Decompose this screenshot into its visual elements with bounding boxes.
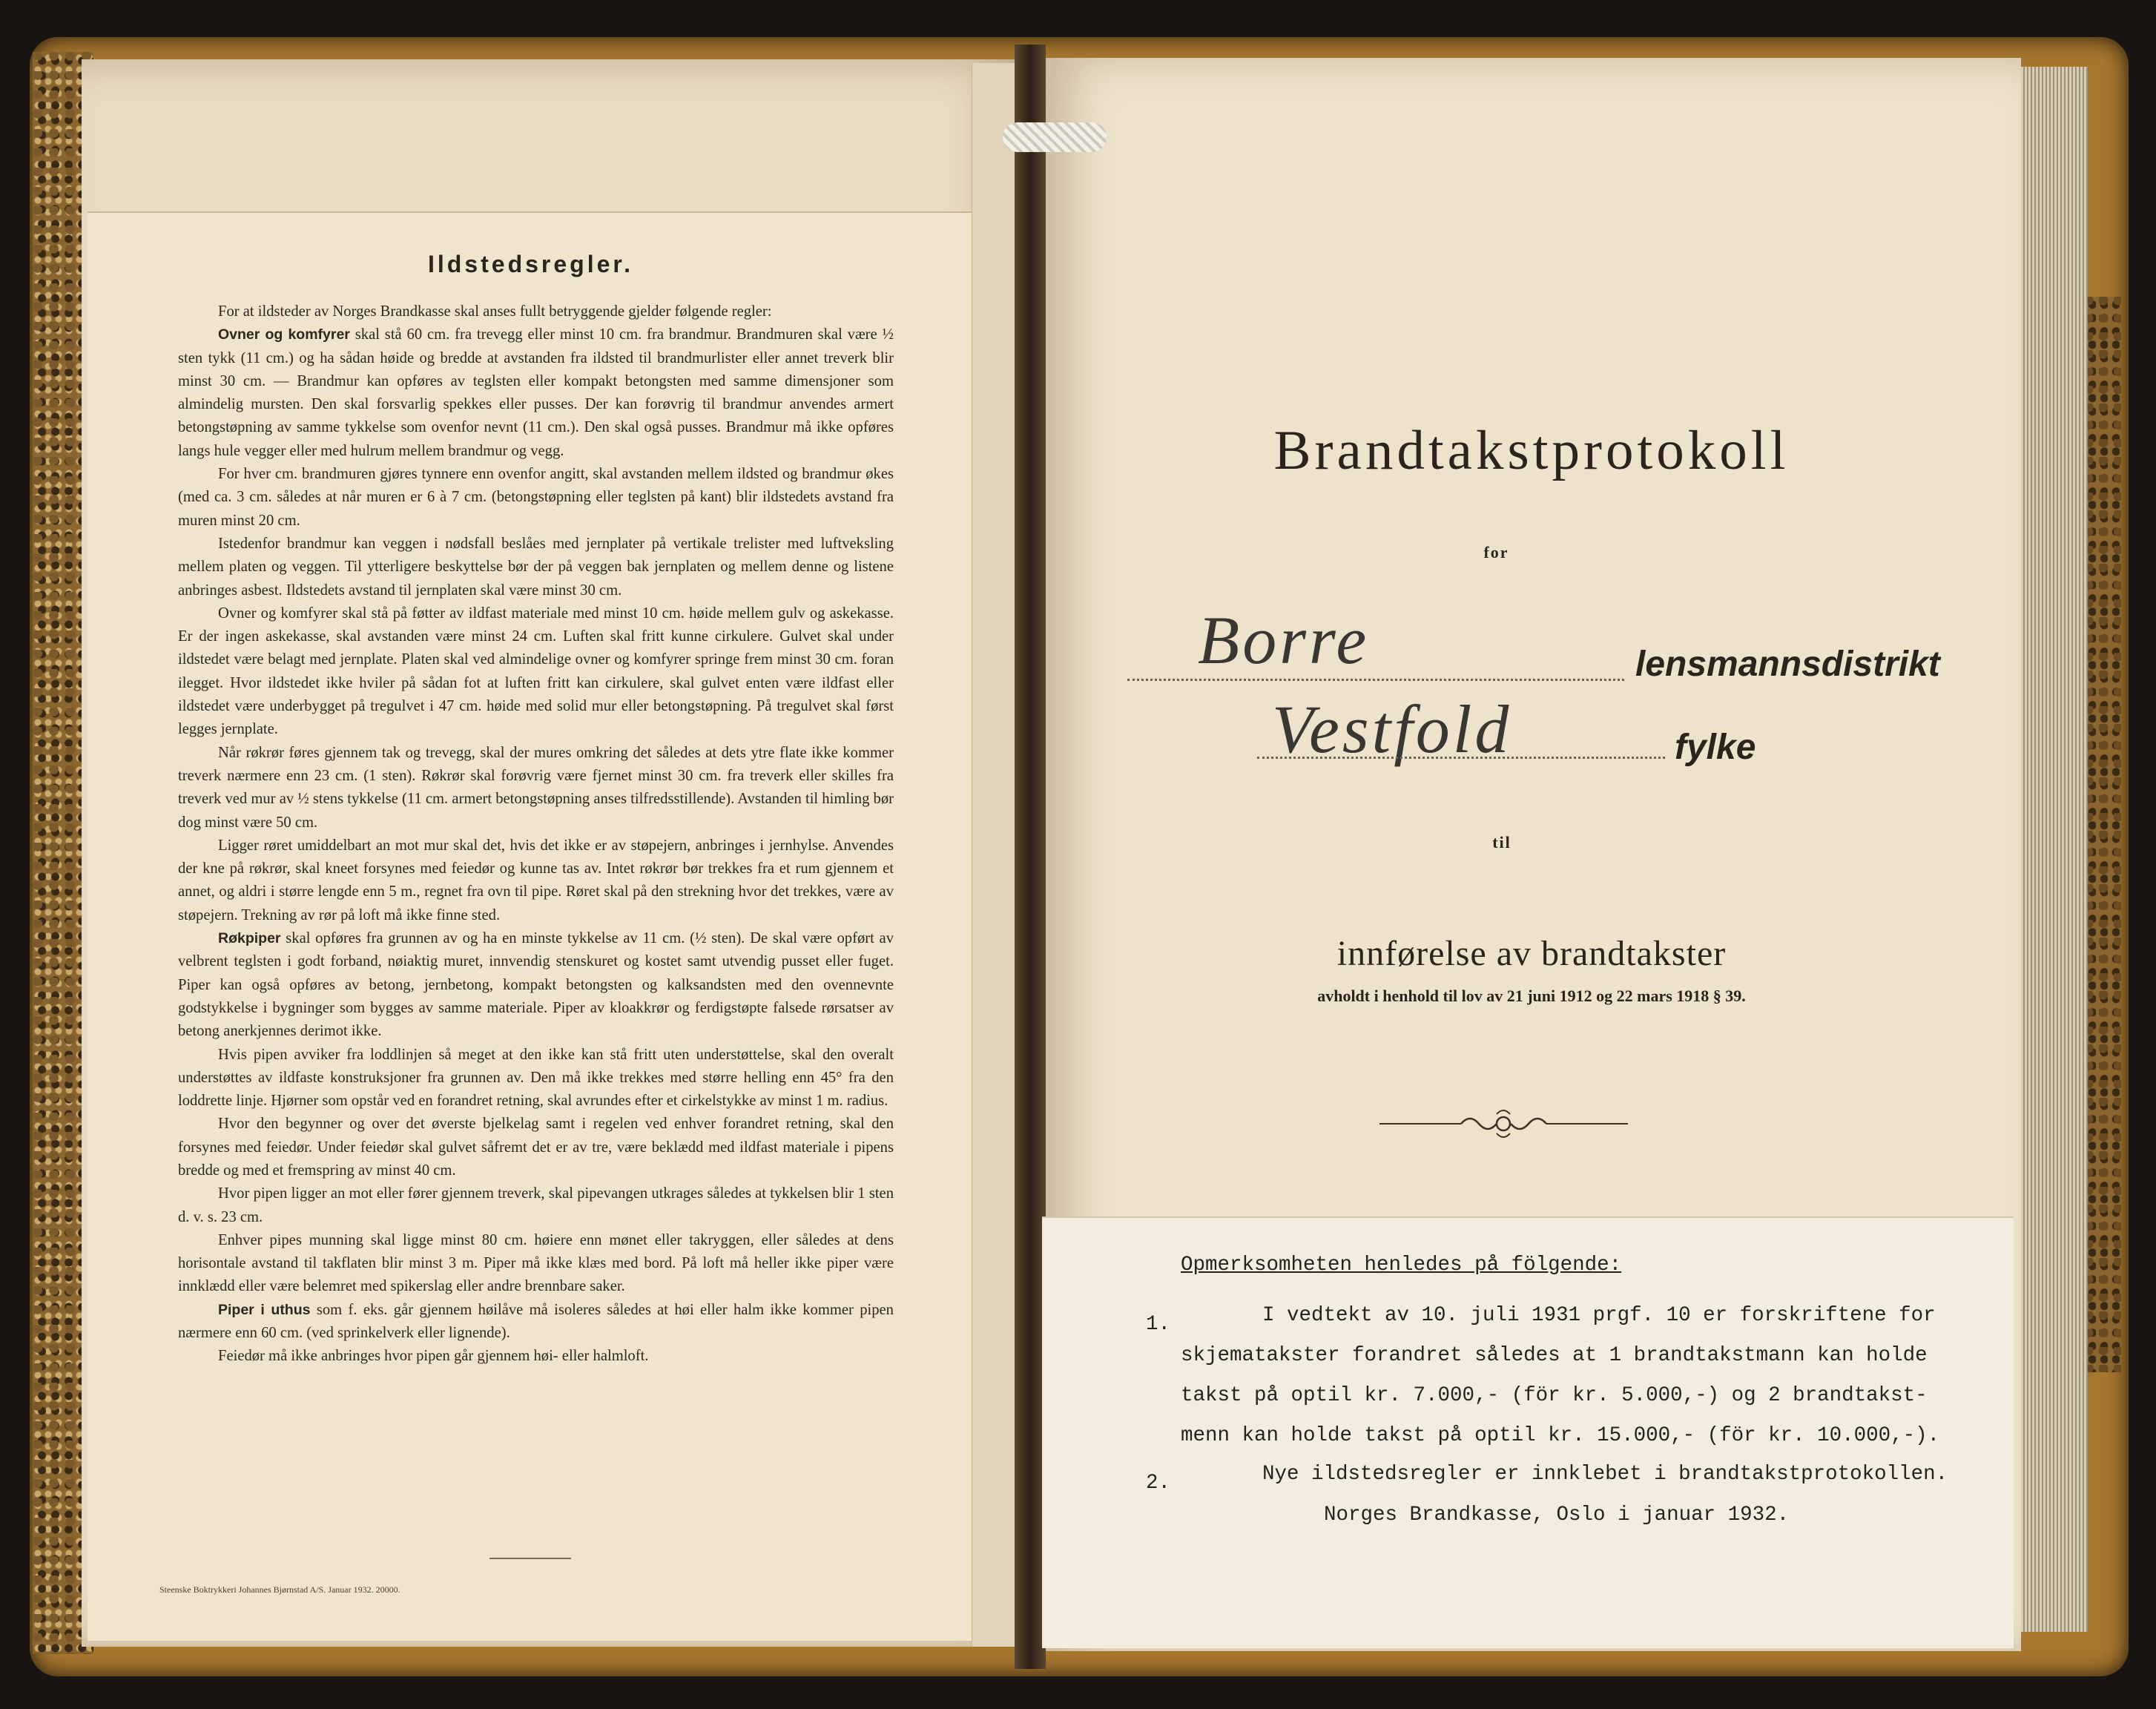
til-label: til [1492,833,1511,852]
county-fill-line [1257,757,1665,759]
floral-ornament-icon [1379,1105,1628,1142]
notice-line: Nye ildstedsregler er innklebet i brandtakstprotokollen. [1262,1463,1948,1486]
rule-paragraph [178,927,894,1043]
rule-text: Istedenfor brandmur kan veggen i nødsfall beslåes med jernplater på vertikale trelister med luftveksling mellem platen og veggen. Til ytterligere beskyttelse bør der på veggen bak jernplaten og mellem denne og listene anbringes asbest. Ildstedets avstand til jernplaten skal være minst 30 cm. [178,535,894,599]
item-number: 1. [1146,1313,1171,1336]
legal-caption: avholdt i henhold til lov av 21 juni 1912 og 22 mars 1918 § 39. [1317,987,1746,1005]
page-edges [2021,67,2088,1632]
rules-body [178,300,894,1369]
rule-paragraph [178,1113,894,1182]
rule-paragraph [178,1044,894,1113]
rule-text: Hvis pipen avviker fra loddlinjen så meget at den ikke kan stå fritt uten understøttelse, skal den overalt understøttes av ildfaste konstruksjoner fra grunnen av. Den må ikke trekkes med større helling enn 45° fra den loddrette linje. Hjørner som opstår ved en forandret retning, skal avrundes efter et cirkelstykke av minst 1 m. radius. [178,1046,894,1110]
notice-heading: Opmerksomheten henledes på fölgende: [1181,1254,1622,1277]
divider [489,1558,571,1559]
book-gutter [1015,45,1046,1669]
rule-text: Hvor den begynner og over det øverste bjelkelag samt i regelen ved enhver forandret retning, skal den forsynes med feiedør. Under feiedør skal gulvet såfremt det er av tre, være beklædd med ildfast materiale i pipens bredde og med et fremspring av minst 40 cm. [178,1116,894,1179]
spine-strip [972,63,1018,1647]
rule-lead: Piper i uthus [218,1301,311,1318]
for-label: for [1483,543,1509,562]
printer-imprint: Steenske Boktrykkeri Johannes Bjørnstad A/S. Januar 1932. 20000. [159,1584,400,1595]
rule-lead: Røkpiper [218,930,281,947]
rule-paragraph [178,463,894,533]
notice-line: I vedtekt av 10. juli 1931 prgf. 10 er forskriftene for [1262,1304,1936,1327]
marbled-edge-right [2084,297,2121,1372]
rule-text: For at ildsteder av Norges Brandkasse skal anses fullt betryggende gjelder følgende regler: [218,303,772,320]
district-label: lensmannsdistrikt [1635,645,1940,684]
rule-paragraph [178,1299,894,1346]
notice-line: skjematakster forandret således at 1 brandtakstmann kan holde [1181,1344,1928,1367]
rule-paragraph [178,1345,894,1368]
protocol-title: Brandtakstprotokoll [1273,420,1790,481]
notice-signature: Norges Brandkasse, Oslo i januar 1932. [1324,1504,1790,1527]
binding-thread [1003,122,1107,152]
rule-paragraph [178,742,894,834]
rule-text: skal opføres fra grunnen av og ha en minste tykkelse av 11 cm. (½ sten). De skal være opført av velbrent teglsten i godt forband, nøiaktig muret, innvendig stenskuret og kostet samt utvendig pusset eller fuget. Piper kan også opføres av betong, jernbetong, kompakt betongsten og kalksandsten med den ovennevnte godstykkelse i bygninger som bygges av samme materiale. Piper av kloakkrør og ferdigstøpte falsede rørsatser av betong anerkjennes derimot ikke. [178,930,894,1040]
handwritten-county: Vestfold [1272,691,1512,767]
notice-line: takst på optil kr. 7.000,- (för kr. 5.000,-) og 2 brandtakst- [1181,1384,1928,1407]
rule-text: Ligger røret umiddelbart an mot mur skal det, hvis det ikke er av støpejern, anbringes i jernhylse. Anvendes der kne på røkrør, skal kneet forsynes med feiedør og kunne tas av. Intet røkrør bør trekkes fra et rum gjennem et annet, og aldri i større lengde enn 5 m., regnet fra ovn til pipe. Røret skal på den strekning hvor det trekkes, være av støpejern. Trekning av rør på loft må ikke finne sted. [178,837,894,923]
handwritten-district: Borre [1198,602,1370,678]
rule-text: Når røkrør føres gjennem tak og trevegg, skal der mures omkring det således at dets ytre flate ikke kommer treverk nærmere enn 23 cm. (1 sten). Røkrør skal forøvrig være fjernet minst 30 cm. fra treverk eller skilles fra treverk ved mur av ½ stens tykkelse (11 cm. armert betongstøpning anses tilfredsstillende). Avstanden til himling bør dog minst være 50 cm. [178,744,894,831]
rule-text: Enhver pipes munning skal ligge minst 80 cm. høiere enn mønet eller takryggen, eller således at dens horisontale avstand til takflaten blir minst 3 m. Piper må ikke klæs med bord. På loft må heller ikke piper være innklædd eller være belemret med spikerslag eller andre brennbare saker. [178,1231,894,1295]
rule-text: Ovner og komfyrer skal stå på føtter av ildfast materiale med minst 10 cm. høide mellem gulv og askekasse. Er der ingen askekasse, skal avstanden være minst 24 cm. Luften skal fritt kunne cirkulere. Gulvet skal under ildstedet være belagt med jernplate. Platen skal ved almindelige ovner og komfyrer springe frem minst 30 cm. foran ilegget. Hvor ildstedet ikke hviler på sådan fot at luften fritt kan cirkulere, skal gulvet enten være ildfast eller ildstedet være underbygget på tregulvet i 47 cm. høide med solid mur eller betongstøpning. På tregulvet skal først legges jernplate. [178,605,894,738]
rule-paragraph [178,1182,894,1229]
rule-text: For hver cm. brandmuren gjøres tynnere enn ovenfor angitt, skal avstanden mellem ildsted og brandmur økes (med ca. 3 cm. således at når muren er 6 à 7 cm. (betongstøpning eller teglsten på kant) blir ildstedets avstand fra muren minst 20 cm. [178,466,894,529]
rule-text: Feiedør må ikke anbringes hvor pipen går gjennem høi- eller halmloft. [218,1348,649,1365]
rule-paragraph [178,533,894,602]
rule-text: skal stå 60 cm. fra trevegg eller minst 10 cm. fra brandmur. Brandmuren skal være ½ sten tykk (11 cm.) og ha sådan høide og bredde at avstanden fra ildsted til brandmurlister eller annet treverk blir minst 30 cm. — Brandmur kan opføres av teglsten eller kompakt betongsten med samme dimensjoner som almindelig mursten. Den skal forsvarlig spekkes eller pusses. Der kan forøvrig til brandmur anvendes armert betongstøpning av samme tykkelse som ovenfor nevnt (11 cm.). Den skal også pusses. Brandmur må ikke opføres langs hule vegger eller med hulrum mellem brandmur og vegg. [178,326,894,459]
district-fill-line [1127,679,1624,681]
rule-paragraph [178,323,894,463]
rule-text: Hvor pipen ligger an mot eller fører gjennem treverk, skal pipevangen utkrages således at tykkelsen blir 1 sten d. v. s. 23 cm. [178,1185,894,1225]
rule-paragraph [178,1229,894,1299]
item-number: 2. [1146,1472,1171,1495]
rule-paragraph [178,602,894,742]
rule-paragraph [178,834,894,927]
notice-line: menn kan holde takst på optil kr. 15.000,- (för kr. 10.000,-). [1181,1424,1940,1447]
rule-lead: Ovner og komfyrer [218,326,350,343]
protocol-subtitle: innførelse av brandtakster [1336,934,1727,973]
rules-title: Ildstedsregler. [428,251,633,277]
county-label: fylke [1675,728,1756,767]
rule-text: som f. eks. går gjennem høilåve må isoleres således at høi eller halm ikke kommer pipen nærmere enn 60 cm. (ved sprinkelverk eller lignende). [178,1301,894,1342]
rule-paragraph [178,300,894,323]
